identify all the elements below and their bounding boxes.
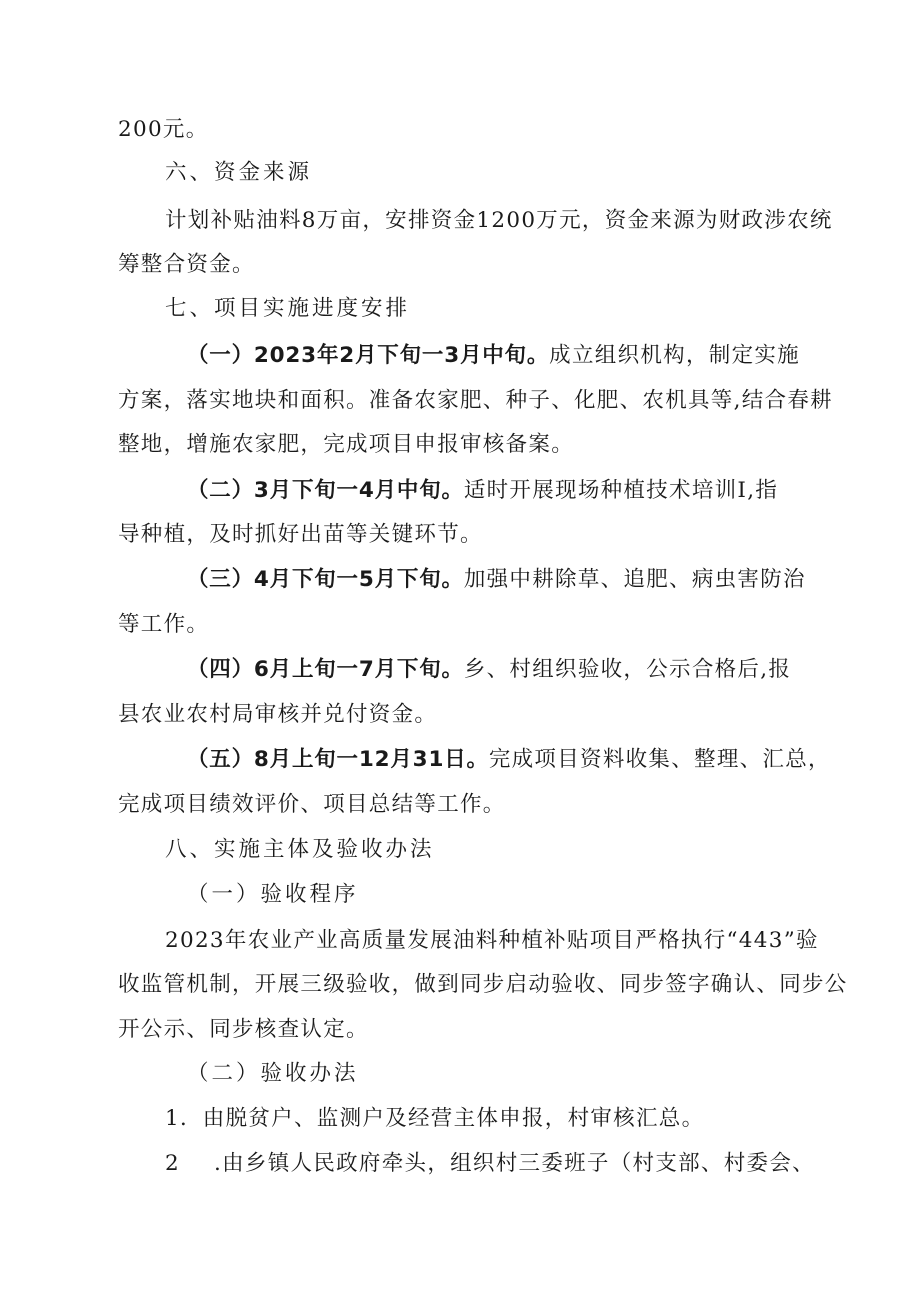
list-item-2 [165,1149,815,1179]
paragraph-line: 计划补贴油料8万亩，安排资金1200万元，资金来源为财政涉农统 [165,208,833,233]
paragraph-line: 筹整合资金。 [118,252,255,277]
paragraph-line: 导种植，及时抓好出苗等关键环节。 [118,522,483,547]
schedule-item-title: （二）3月下旬一4月中旬。 [187,478,464,503]
schedule-item-title: （四）6月上旬一7月下旬。 [187,657,464,682]
paragraph-line: 整地，增施农家肥，完成项目申报审核备案。 [118,432,575,457]
paragraph-line: 2023年农业产业高质量发展油料种植补贴项目严格执行“443”验 [165,928,819,953]
list-item-number: 2 [165,1151,180,1176]
schedule-item-text: 成立组织机构，制定实施 [549,343,800,368]
paragraph-line: 完成项目绩效评价、项目总结等工作。 [118,792,506,817]
paragraph-line: 方案，落实地块和面积。准备农家肥、种子、化肥、农机具等,结合春耕 [118,388,833,413]
schedule-item-2 [187,476,778,506]
section-heading-funding-source: 六、资金来源 [165,160,313,185]
section-heading-schedule: 七、项目实施进度安排 [165,296,411,321]
paragraph-line: 等工作。 [118,612,210,637]
schedule-item-5 [187,745,831,775]
schedule-item-3 [187,565,806,595]
schedule-item-1 [187,341,800,371]
paragraph-line: 县农业农村局审核并兑付资金。 [118,702,438,727]
subsection-heading-method: （二）验收办法 [187,1061,359,1086]
schedule-item-4 [187,655,791,685]
paragraph-line: 收监管机制，开展三级验收，做到同步启动验收、同步签字确认、同步公 [118,972,848,997]
text-line: 200元。 [118,117,209,142]
list-item-1: 1．由脱贫户、监测户及经营主体申报，村审核汇总。 [165,1106,705,1131]
paragraph-line: 开公示、同步核查认定。 [118,1017,369,1042]
subsection-heading-procedure: （一）验收程序 [187,882,359,907]
schedule-item-title: （三）4月下旬一5月下旬。 [187,567,464,592]
schedule-item-title: （一）2023年2月下旬一3月中旬。 [187,343,550,368]
schedule-item-text: 乡、村组织验收，公示合格后,报 [463,657,792,682]
schedule-item-text: 适时开展现场种植技术培训I,指 [463,478,779,503]
schedule-item-text: 加强中耕除草、追肥、病虫害防治 [463,567,806,592]
schedule-item-title: （五）8月上旬一12月31日。 [187,747,489,772]
section-heading-acceptance: 八、实施主体及验收办法 [165,837,435,862]
schedule-item-text: 完成项目资料收集、整理、汇总， [488,747,831,772]
list-item-text: .由乡镇人民政府牵头，组织村三委班子（村支部、村委会、 [213,1151,815,1176]
